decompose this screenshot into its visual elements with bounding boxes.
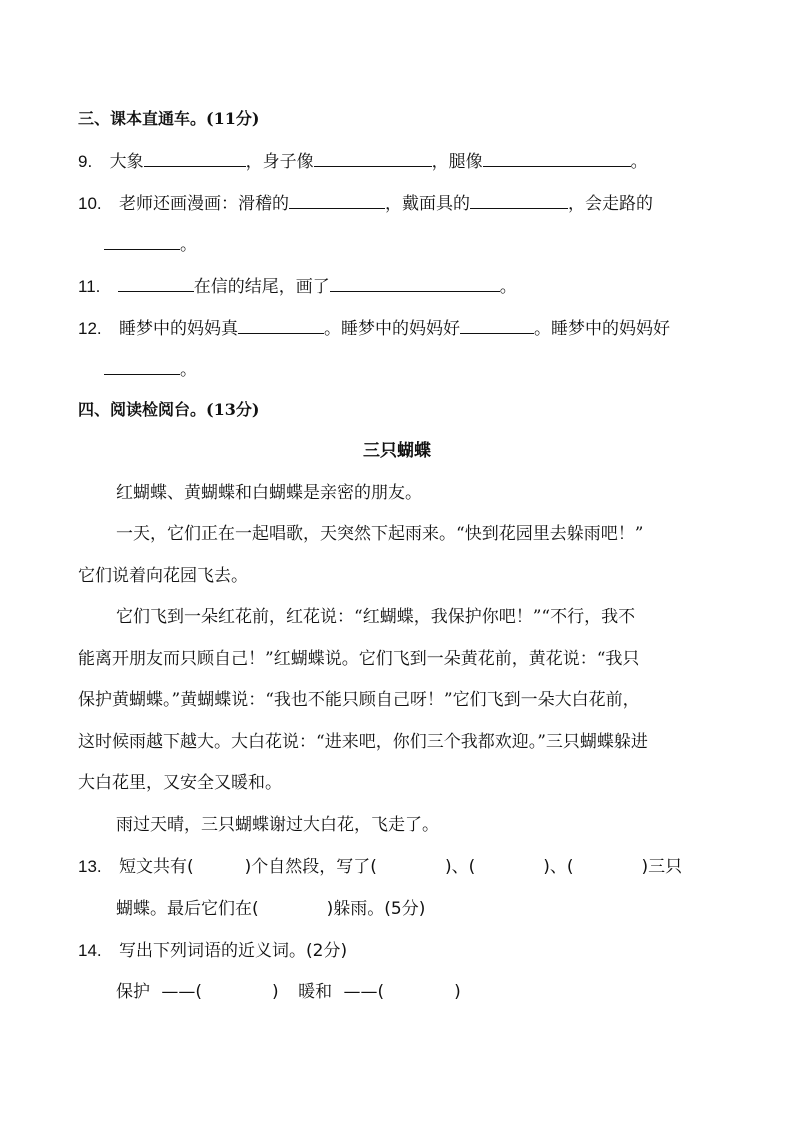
question-text: 。 xyxy=(180,235,197,255)
question-text: 睡梦中的妈妈真 xyxy=(119,319,239,339)
question-14 xyxy=(78,940,347,962)
question-13 xyxy=(78,856,682,878)
synonym-close: ) xyxy=(454,982,461,1002)
question-text: 老师还画漫画：滑稽的 xyxy=(119,194,290,214)
answer-blank[interactable] xyxy=(483,149,631,167)
answer-blank[interactable] xyxy=(289,191,385,209)
answer-blank[interactable] xyxy=(314,149,432,167)
synonym-word: 保护 xyxy=(116,982,150,1002)
story-paragraph: 雨过天晴，三只蝴蝶谢过大白花，飞走了。 xyxy=(116,815,439,835)
answer-blank[interactable] xyxy=(144,149,246,167)
question-number: 11. xyxy=(78,277,101,296)
synonym-close: ) xyxy=(272,982,279,1002)
answer-blank[interactable] xyxy=(118,274,194,292)
question-text: 。睡梦中的妈妈好 xyxy=(534,319,671,339)
question-text: ，身子像 xyxy=(245,152,314,172)
question-text: 写出下列词语的近义词。(2分) xyxy=(119,941,348,961)
question-text: 。 xyxy=(499,277,517,297)
question-number: 12. xyxy=(78,319,102,338)
synonym-row xyxy=(116,981,461,1003)
answer-blank[interactable] xyxy=(330,274,500,292)
question-text: ，戴面具的 xyxy=(385,194,471,214)
synonym-dash: ——( xyxy=(343,982,385,1002)
question-text: 。 xyxy=(180,360,197,380)
question-text: 在信的结尾，画了 xyxy=(193,277,330,297)
question-text: 大象 xyxy=(109,152,144,172)
synonym-dash: ——( xyxy=(161,982,203,1002)
story-paragraph: 它们飞到一朵红花前，红花说：“红蝴蝶，我保护你吧！”“不行，我不 xyxy=(116,607,636,627)
answer-blank[interactable] xyxy=(104,357,180,375)
question-9 xyxy=(78,149,648,173)
question-number: 14. xyxy=(78,941,102,960)
question-11 xyxy=(78,274,517,298)
question-number: 10. xyxy=(78,194,102,213)
answer-blank[interactable] xyxy=(104,232,180,250)
question-text: 。 xyxy=(630,152,648,172)
synonym-word: 暖和 xyxy=(298,982,333,1002)
question-13-continued: 蝴蝶。最后它们在( )躲雨。(5分) xyxy=(116,899,426,919)
question-12 xyxy=(78,316,670,340)
section-4-heading: 四、阅读检阅台。(13分) xyxy=(78,400,260,419)
question-10-continued xyxy=(104,232,197,256)
story-paragraph: 大白花里，又安全又暖和。 xyxy=(78,773,282,793)
question-10 xyxy=(78,191,653,215)
question-text: ，会走路的 xyxy=(568,194,654,214)
story-paragraph: 这时候雨越下越大。大白花说：“进来吧，你们三个我都欢迎。”三只蝴蝶躲进 xyxy=(78,732,648,752)
story-paragraph: 红蝴蝶、黄蝴蝶和白蝴蝶是亲密的朋友。 xyxy=(116,483,422,503)
question-text: ，腿像 xyxy=(431,152,483,172)
question-text: 短文共有( )个自然段，写了( )、( )、( )三只 xyxy=(119,857,683,877)
answer-blank[interactable] xyxy=(238,316,324,334)
question-number: 9. xyxy=(78,152,93,171)
story-paragraph: 能离开朋友而只顾自己！”红蝴蝶说。它们飞到一朵黄花前，黄花说：“我只 xyxy=(78,649,640,669)
answer-blank[interactable] xyxy=(470,191,568,209)
story-paragraph: 一天，它们正在一起唱歌，天突然下起雨来。“快到花园里去躲雨吧！” xyxy=(116,524,644,544)
question-text: 。睡梦中的妈妈好 xyxy=(324,319,461,339)
question-12-continued xyxy=(104,357,197,381)
question-number: 13. xyxy=(78,857,102,876)
story-paragraph: 它们说着向花园飞去。 xyxy=(78,566,248,586)
section-3-heading: 三、课本直通车。(11分) xyxy=(78,109,260,128)
answer-blank[interactable] xyxy=(460,316,534,334)
story-title: 三只蝴蝶 xyxy=(363,441,431,461)
story-paragraph: 保护黄蝴蝶。”黄蝴蝶说：“我也不能只顾自己呀！”它们飞到一朵大白花前， xyxy=(78,690,640,710)
